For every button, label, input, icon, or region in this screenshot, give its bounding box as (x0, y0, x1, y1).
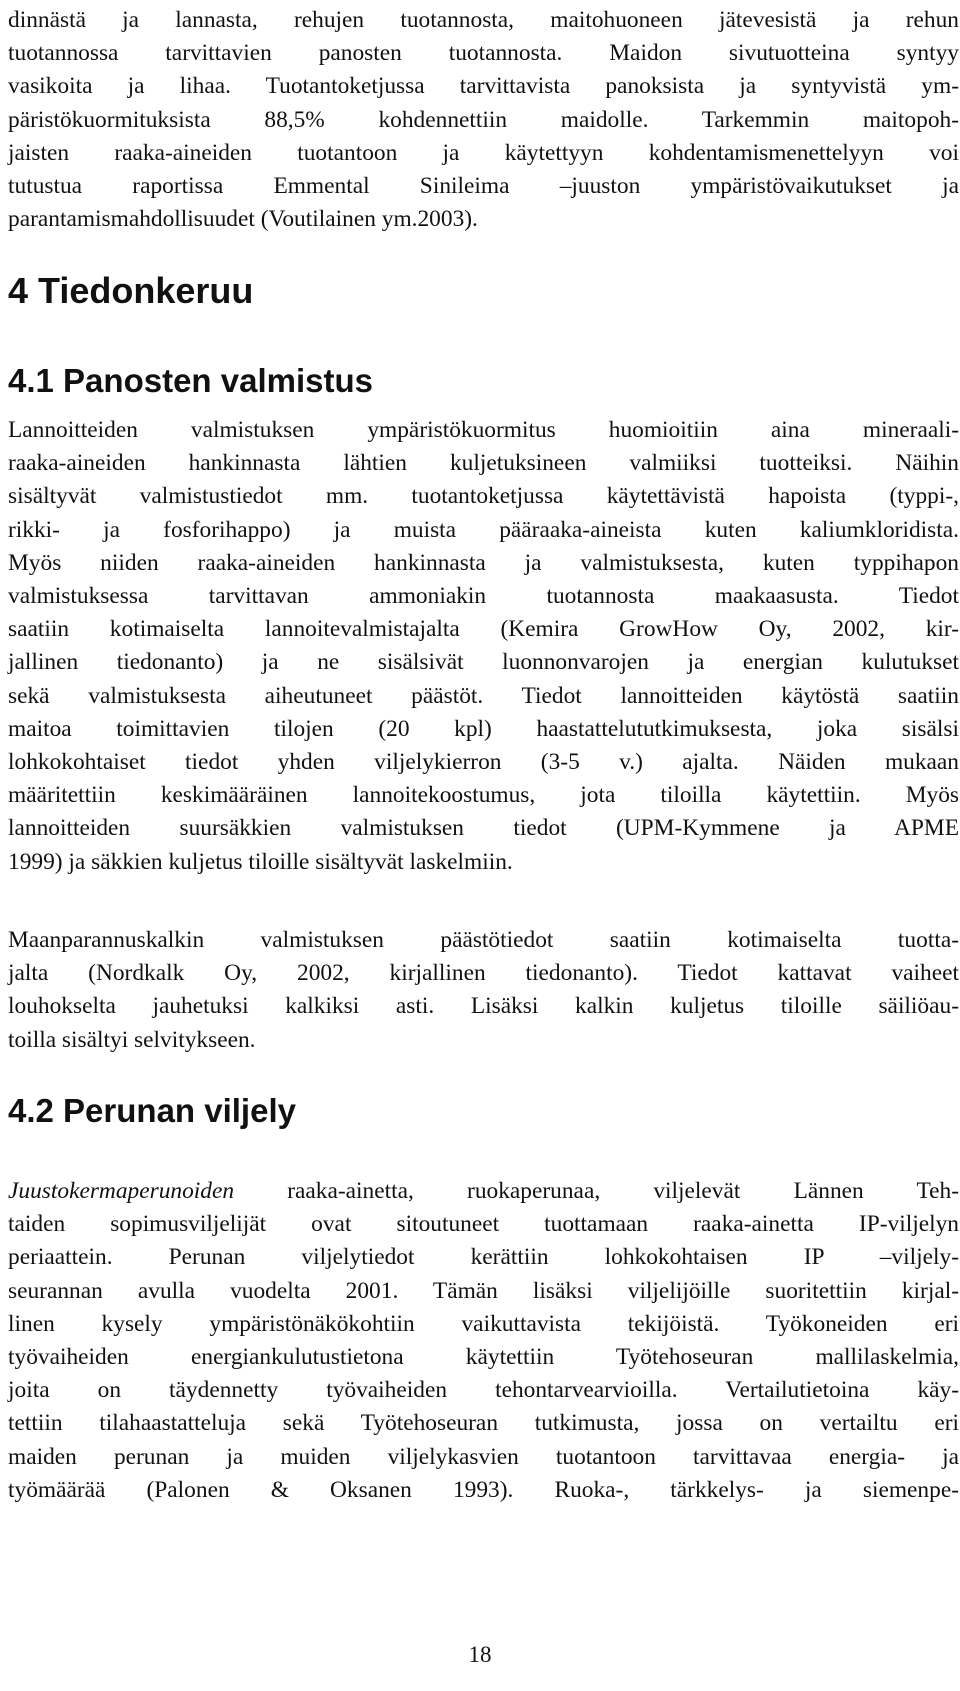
text-line: tuotannossa tarvittavien panosten tuotannosta. Maidon sivutuotteina syntyy (8, 40, 959, 67)
text-line: jaisten raaka-aineiden tuotantoon ja käytettyyn kohdentamismenettelyyn voi (8, 139, 959, 166)
section-heading: 4 Tiedonkeruu (8, 270, 254, 311)
text-line: lohkokohtaiset tiedot yhden viljelykierron (3-5 v.) ajalta. Näiden mukaan (8, 749, 959, 776)
text-line: maiden perunan ja muiden viljelykasvien tuotantoon tarvittavaa energia- ja (8, 1443, 959, 1470)
text-line: jallinen tiedonanto) ja ne sisälsivät luonnonvarojen ja energian kulutukset (8, 649, 959, 676)
panosten-paragraph-1 (8, 414, 959, 879)
text-line: tutustua raportissa Emmental Sinileima –juuston ympäristövaikutukset ja (8, 173, 959, 200)
perunan-paragraph (8, 1175, 959, 1507)
subsection-heading-panosten-valmistus: 4.1 Panosten valmistus (8, 362, 373, 399)
text-line: Maanparannuskalkin valmistuksen päästötiedot saatiin kotimaiselta tuotta- (8, 927, 959, 953)
italic-term: Juustokermaperunoiden (8, 1178, 235, 1204)
text-line: sekä valmistuksesta aiheutuneet päästöt. Tiedot lannoitteiden käytöstä saatiin (8, 682, 959, 709)
text-line: saatiin kotimaiselta lannoitevalmistajalta (Kemira GrowHow Oy, 2002, kir- (8, 616, 959, 643)
text-line: maitoa toimittavien tilojen (20 kpl) haastattelututkimuksesta, joka sisälsi (8, 715, 959, 742)
panosten-paragraph-2 (8, 924, 959, 1057)
text-line: periaattein. Perunan viljelytiedot kerättiin lohkokohtaisen IP –viljely- (8, 1244, 959, 1271)
text-line: Lannoitteiden valmistuksen ympäristökuormitus huomioitiin aina mineraali- (8, 417, 959, 443)
text-line: määritettiin keskimääräinen lannoitekoostumus, jota tiloilla käytettiin. Myös (8, 782, 959, 809)
text-line: linen kysely ympäristönäkökohtiin vaikuttavista tekijöistä. Työkoneiden eri (8, 1310, 959, 1337)
text-line (8, 1175, 959, 1208)
text-line: seurannan avulla vuodelta 2001. Tämän lisäksi viljelijöille suoritettiin kirjal- (8, 1277, 959, 1304)
text-line: vasikoita ja lihaa. Tuotantoketjussa tarvittavista panoksista ja syntyvistä ym- (8, 73, 959, 100)
text-line-rest: raaka-ainetta, ruokaperunaa, viljelevät Lännen Teh- (234, 1178, 959, 1204)
text-line: raaka-aineiden hankinnasta lähtien kuljetuksineen valmiiksi tuotteiksi. Näihin (8, 450, 959, 477)
text-line: rikki- ja fosforihappo) ja muista pääraaka-aineista kuten kaliumkloridista. (8, 516, 959, 543)
text-line: jalta (Nordkalk Oy, 2002, kirjallinen tiedonanto). Tiedot kattavat vaiheet (8, 960, 959, 987)
intro-paragraph (8, 4, 959, 236)
text-line: dinnästä ja lannasta, rehujen tuotannosta, maitohuoneen jätevesistä ja rehun (8, 7, 959, 33)
text-line: lannoitteiden suursäkkien valmistuksen tiedot (UPM-Kymmene ja APME (8, 815, 959, 842)
text-line: louhokselta jauhetuksi kalkiksi asti. Lisäksi kalkin kuljetus tiloille säiliöau- (8, 993, 959, 1020)
page-number: 18 (468, 1642, 492, 1667)
text-line: sisältyvät valmistustiedot mm. tuotantoketjussa käytettävistä hapoista (typpi-, (8, 483, 959, 510)
text-line: päristökuormituksista 88,5% kohdennettiin maidolle. Tarkemmin maitopoh- (8, 106, 959, 133)
subsection-heading-perunan-viljely: 4.2 Perunan viljely (8, 1092, 296, 1129)
text-line: taiden sopimusviljelijät ovat sitoutuneet tuottamaan raaka-ainetta IP-viljelyn (8, 1211, 959, 1238)
text-line: työmäärää (Palonen & Oksanen 1993). Ruoka-, tärkkelys- ja siemenpe- (8, 1476, 959, 1503)
text-line: 1999) ja säkkien kuljetus tiloille sisältyvät laskelmiin. (8, 848, 513, 875)
text-line: parantamismahdollisuudet (Voutilainen ym.2003). (8, 206, 478, 233)
text-line: joita on täydennetty työvaiheiden tehontarvearvioilla. Vertailutietoina käy- (8, 1377, 959, 1404)
text-line: Myös niiden raaka-aineiden hankinnasta ja valmistuksesta, kuten typpihapon (8, 549, 959, 576)
text-line: tettiin tilahaastatteluja sekä Työtehoseuran tutkimusta, jossa on vertailtu eri (8, 1410, 959, 1437)
text-line: valmistuksessa tarvittavan ammoniakin tuotannosta maakaasusta. Tiedot (8, 583, 959, 610)
text-line: työvaiheiden energiankulutustietona käytettiin Työtehoseuran mallilaskelmia, (8, 1344, 959, 1371)
text-line: toilla sisältyi selvitykseen. (8, 1026, 256, 1053)
